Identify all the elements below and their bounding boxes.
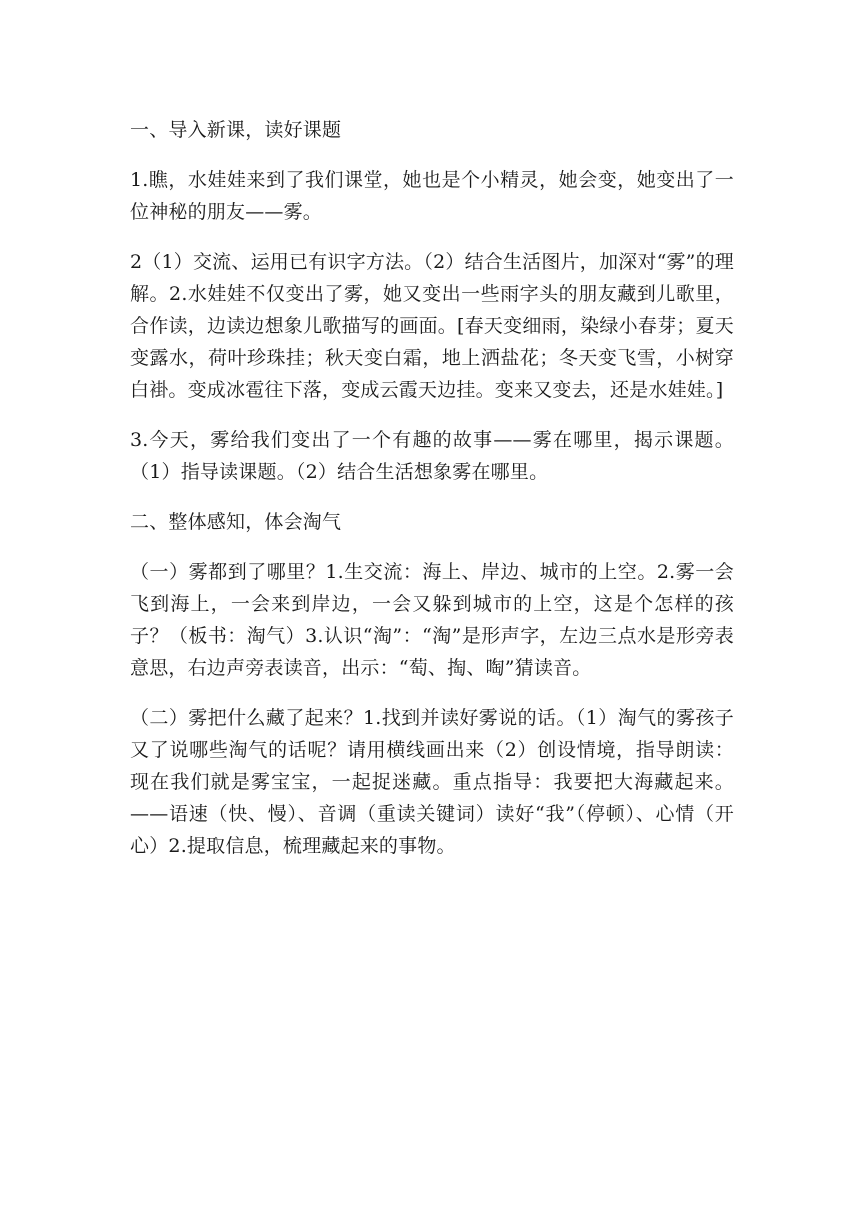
paragraph-where-fog: （一）雾都到了哪里？1.生交流：海上、岸边、城市的上空。2.雾一会飞到海上，一会来到岸边，一会又躲到城市的上空，这是个怎样的孩子？（板书：淘气）3.认识“淘”：“淘”是形声字，左边三点水是形旁表意思，右边声旁表读音，出示：“萄、掏、啕”猜读音。 xyxy=(130,561,734,679)
section-heading-2: 二、整体感知，体会淘气 xyxy=(130,511,342,533)
section-heading-1: 一、导入新课，读好课题 xyxy=(130,119,342,141)
paragraph-title-reveal: 3.今天，雾给我们变出了一个有趣的故事——雾在哪里，揭示课题。（1）指导读课题。（2）结合生活想象雾在哪里。 xyxy=(130,429,734,483)
paragraph-what-hidden: （二）雾把什么藏了起来？1.找到并读好雾说的话。（1）淘气的雾孩子又了说哪些淘气的话呢？请用横线画出来（2）创设情境，指导朗读：现在我们就是雾宝宝，一起捉迷藏。重点指导：我要把大海藏起来。——语速（快、慢）、音调（重读关键词）读好“我”（停顿）、心情（开心）2.提取信息，梳理藏起来的事物。 xyxy=(130,707,734,857)
document-body xyxy=(130,114,734,880)
paragraph-literacy: 2（1）交流、运用已有识字方法。（2）结合生活图片，加深对“雾”的理解。2.水娃娃不仅变出了雾，她又变出一些雨字头的朋友藏到儿歌里，合作读，边读边想象儿歌描写的画面。[春天变细雨，染绿小春芽；夏天变露水，荷叶珍珠挂；秋天变白霜，地上洒盐花；冬天变飞雪，小树穿白褂。变成冰雹往下落，变成云霞天边挂。变来又变去，还是水娃娃。] xyxy=(130,251,734,401)
paragraph-intro: 1.瞧，水娃娃来到了我们课堂，她也是个小精灵，她会变，她变出了一位神秘的朋友——雾。 xyxy=(130,169,734,223)
